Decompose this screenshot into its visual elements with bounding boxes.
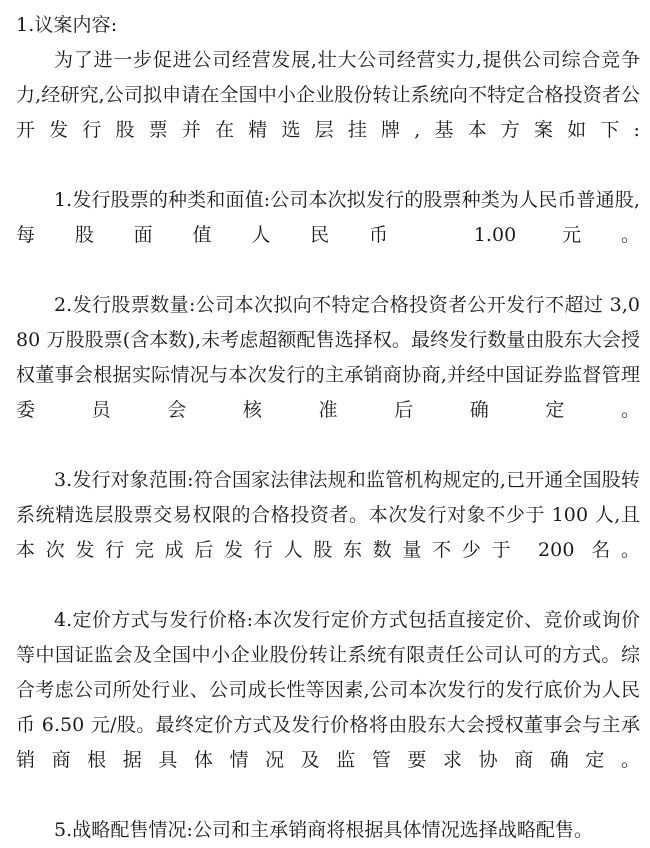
proposal-item-2: 2.发行股票数量:公司本次拟向不特定合格投资者公开发行不超过 3,080 万股股票(含本数),未考虑超额配售选择权。最终发行数量由股东大会授权董事会根据实际情况与本次发行的主承销商协商,并经中国证券监督管理委员会核准后确定。 xyxy=(16,294,640,421)
proposal-item-3: 3.发行对象范围:符合国家法律法规和监管机构规定的,已开通全国股转系统精选层股票交易权限的合格投资者。本次发行对象不少于 100 人,且本次发行完成后发行人股东数量不少于 200 名。 xyxy=(16,469,640,561)
proposal-item-5: 5.战略配售情况:公司和主承销商将根据具体情况选择战略配售。 xyxy=(54,819,594,841)
section-heading: 1.议案内容: xyxy=(16,14,118,36)
intro-paragraph: 为了进一步促进公司经营发展,壮大公司经营实力,提供公司综合竞争力,经研究,公司拟申请在全国中小企业股份转让系统向不特定合格投资者公开发行股票并在精选层挂牌,基本方案如下: xyxy=(16,49,640,141)
proposal-item-4: 4.定价方式与发行价格:本次发行定价方式包括直接定价、竞价或询价等中国证监会及全国中小企业股份转让系统有限责任公司认可的方式。综合考虑公司所处行业、公司成长性等因素,公司本次发行的发行底价为人民币 6.50 元/股。最终定价方式及发行价格将由股东大会授权董事会与主承销商根据具体情况及监管要求协商确定。 xyxy=(16,609,640,771)
proposal-item-1: 1.发行股票的种类和面值:公司本次拟发行的股票种类为人民币普通股,每股面值人民币 1.00 元。 xyxy=(16,189,640,246)
